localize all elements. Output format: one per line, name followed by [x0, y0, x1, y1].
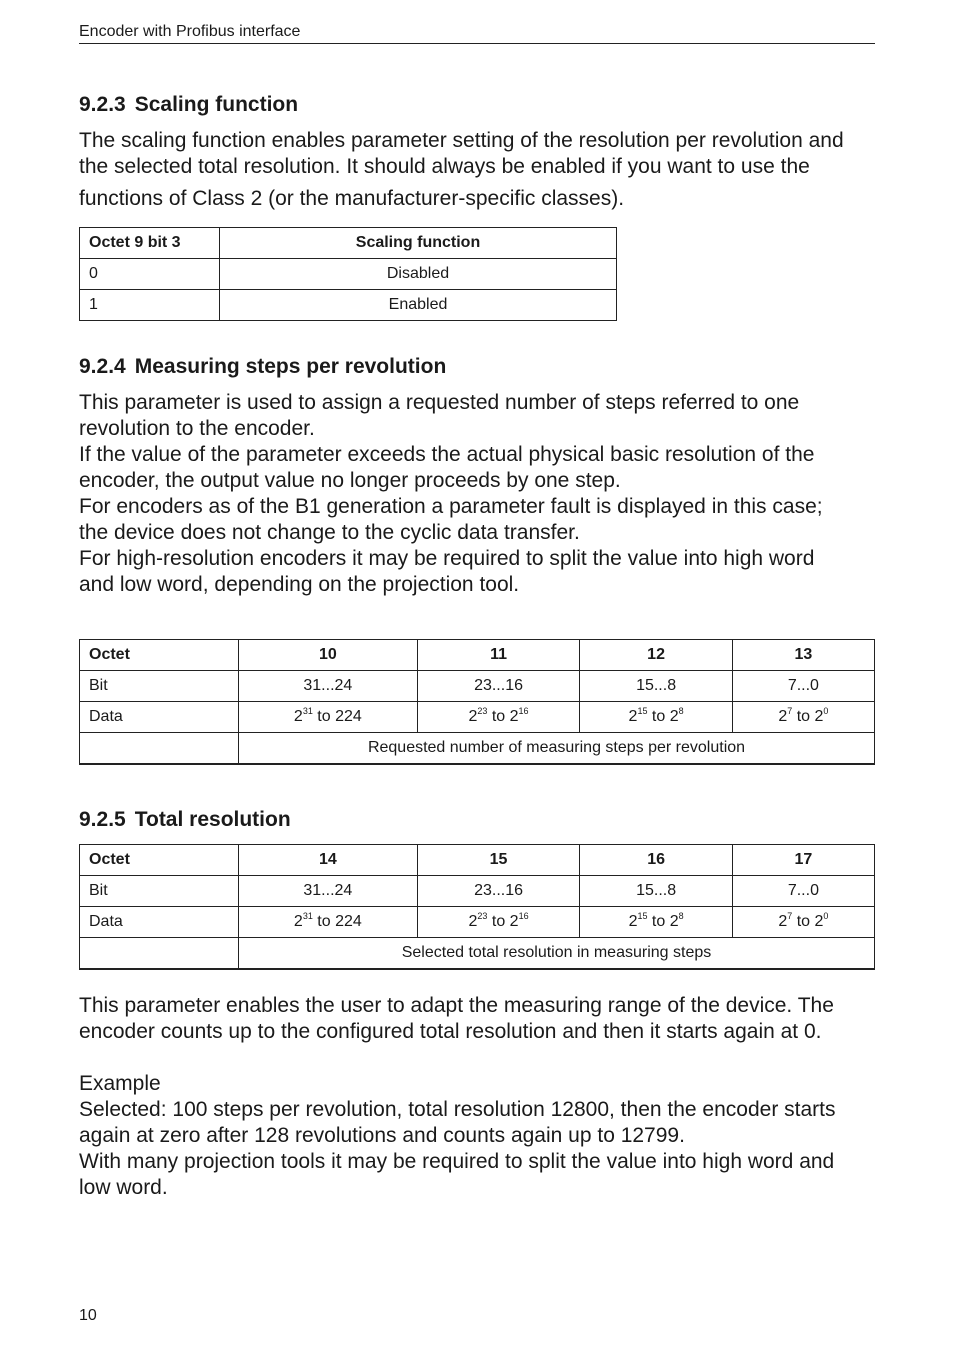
data-cell: $2^{15}$ to $2^8$ [580, 907, 732, 938]
text-line: revolution to the encoder. [79, 417, 315, 440]
table-header-cell: Scaling function [220, 228, 617, 259]
section-number: 9.2.3 [79, 93, 126, 116]
bit-cell: 31...24 [239, 671, 418, 702]
section-number: 9.2.5 [79, 808, 126, 831]
text-line: If the value of the parameter exceeds the actual physical basic resolution of the [79, 443, 815, 466]
table-row-label: Bit [80, 876, 239, 907]
table-row [80, 876, 875, 907]
octet-cell: 15 [417, 845, 580, 876]
bit-cell: 23...16 [417, 876, 580, 907]
table-cell: Disabled [220, 259, 617, 290]
section-title: Scaling function [134, 93, 299, 116]
table-row [80, 259, 617, 290]
table-header-cell: Octet 9 bit 3 [80, 228, 220, 259]
section-heading-9-2-3 [79, 93, 298, 117]
section-title: Measuring steps per revolution [134, 355, 447, 378]
section-title: Total resolution [134, 808, 291, 831]
bit-cell: 31...24 [239, 876, 418, 907]
data-cell: $2^{23}$ to $2^{16}$ [417, 907, 580, 938]
table-row-label: Octet [80, 845, 239, 876]
table-row [80, 733, 875, 765]
measuring-steps-description [79, 390, 875, 598]
total-resolution-table [79, 844, 875, 970]
table-row [80, 290, 617, 321]
measuring-steps-table [79, 639, 875, 765]
octet-cell: 13 [732, 640, 874, 671]
table-cell: 0 [80, 259, 220, 290]
table-footer-cell: Requested number of measuring steps per revolution [239, 733, 875, 765]
text-line: functions of Class 2 (or the manufacturer-specific classes). [79, 187, 625, 210]
table-row-label: Data [80, 907, 239, 938]
octet-cell: 14 [239, 845, 418, 876]
data-cell: $2^{31}$ to 224 [239, 702, 418, 733]
scaling-function-table [79, 227, 617, 321]
bit-cell: 7...0 [732, 876, 874, 907]
table-row-label: Bit [80, 671, 239, 702]
page-number: 10 [79, 1307, 97, 1324]
text-line: the device does not change to the cyclic data transfer. [79, 521, 580, 544]
text-line: encoder counts up to the configured total resolution and then it starts again at 0. [79, 1020, 822, 1043]
data-cell: $2^{15}$ to $2^8$ [580, 702, 732, 733]
octet-cell: 17 [732, 845, 874, 876]
table-row [80, 671, 875, 702]
bit-cell: 15...8 [580, 671, 732, 702]
section-number: 9.2.4 [79, 355, 126, 378]
table-footer-cell: Selected total resolution in measuring steps [239, 938, 875, 970]
table-cell-empty [80, 938, 239, 970]
running-header: Encoder with Profibus interface [79, 22, 875, 44]
example-block [79, 1071, 875, 1201]
octet-cell: 10 [239, 640, 418, 671]
data-cell: $2^7$ to $2^0$ [732, 907, 874, 938]
text-line: With many projection tools it may be required to split the value into high word and [79, 1150, 835, 1173]
table-row-label: Data [80, 702, 239, 733]
data-cell: $2^{23}$ to $2^{16}$ [417, 702, 580, 733]
section-heading-9-2-5 [79, 808, 291, 832]
scaling-description [79, 128, 875, 212]
text-line: For encoders as of the B1 generation a parameter fault is displayed in this case; [79, 495, 823, 518]
data-cell: $2^7$ to $2^0$ [732, 702, 874, 733]
octet-cell: 11 [417, 640, 580, 671]
table-cell: Enabled [220, 290, 617, 321]
octet-cell: 12 [580, 640, 732, 671]
total-resolution-description [79, 993, 875, 1045]
table-row [80, 938, 875, 970]
example-heading: Example [79, 1072, 161, 1095]
text-line: low word. [79, 1176, 168, 1199]
table-cell-empty [80, 733, 239, 765]
bit-cell: 15...8 [580, 876, 732, 907]
text-line: For high-resolution encoders it may be required to split the value into high word [79, 547, 815, 570]
octet-cell: 16 [580, 845, 732, 876]
text-line: and low word, depending on the projection tool. [79, 573, 520, 596]
bit-cell: 23...16 [417, 671, 580, 702]
text-line: This parameter is used to assign a requested number of steps referred to one [79, 391, 800, 414]
table-row-label: Octet [80, 640, 239, 671]
text-line: The scaling function enables parameter setting of the resolution per revolution and [79, 129, 844, 152]
table-row [80, 907, 875, 938]
text-line: encoder, the output value no longer proceeds by one step. [79, 469, 621, 492]
text-line: Selected: 100 steps per revolution, total resolution 12800, then the encoder starts [79, 1098, 836, 1121]
table-cell: 1 [80, 290, 220, 321]
data-cell: $2^{31}$ to 224 [239, 907, 418, 938]
bit-cell: 7...0 [732, 671, 874, 702]
text-line: This parameter enables the user to adapt the measuring range of the device. The [79, 994, 834, 1017]
text-line: the selected total resolution. It should always be enabled if you want to use the [79, 155, 810, 178]
table-row [80, 702, 875, 733]
section-heading-9-2-4 [79, 355, 446, 379]
text-line: again at zero after 128 revolutions and counts again up to 12799. [79, 1124, 685, 1147]
